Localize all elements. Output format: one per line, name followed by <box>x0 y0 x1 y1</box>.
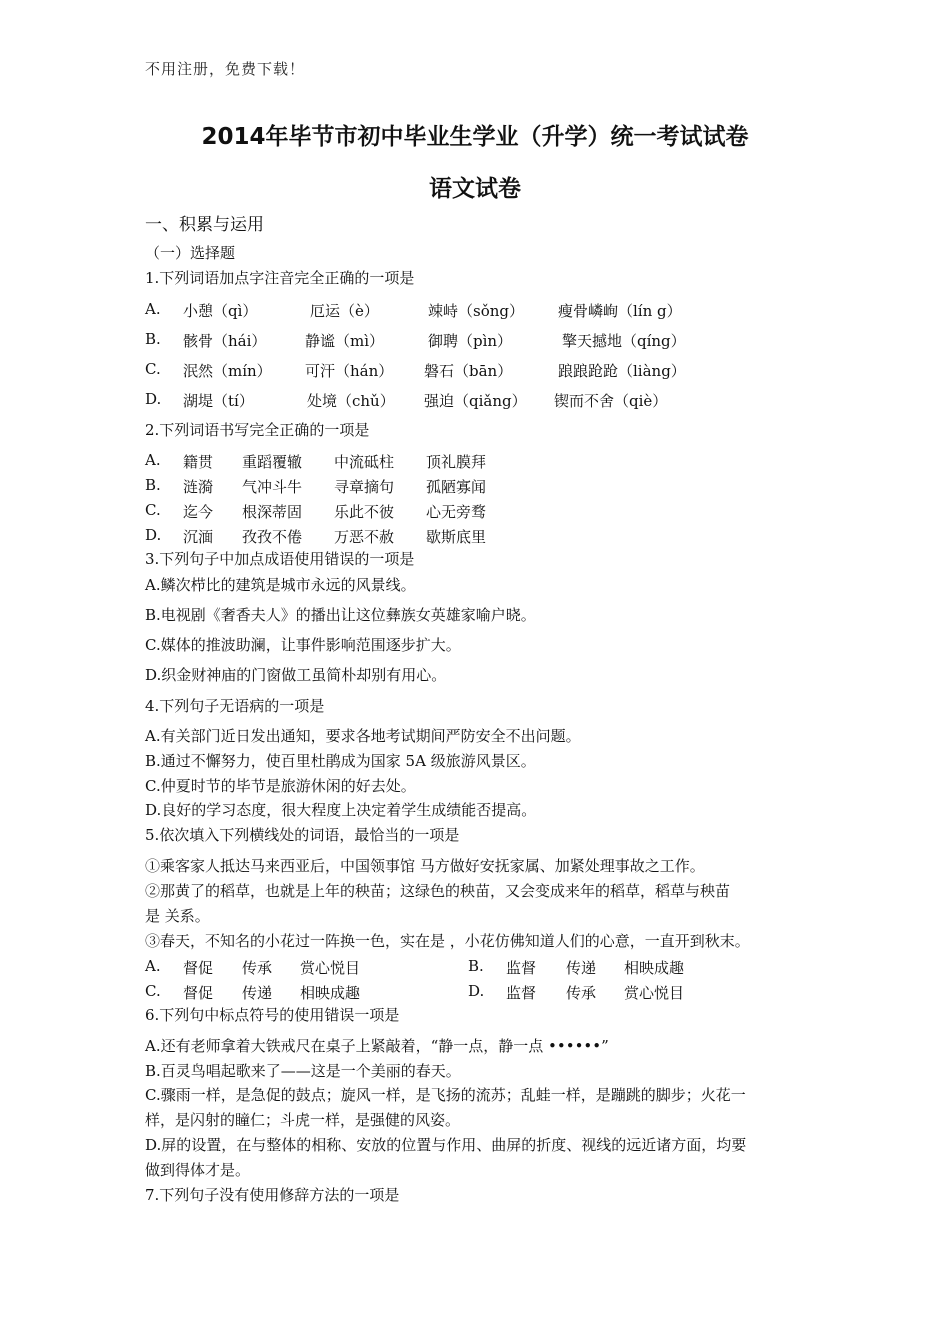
question-4-stem: 4.下列句子无语病的一项是 <box>145 697 325 715</box>
option-item: 乐此不彼 <box>334 503 395 521</box>
option-label: B. <box>145 330 161 348</box>
option-item: 督促 <box>183 984 214 1002</box>
option-label: D. <box>145 390 162 408</box>
option-item: 小憩（qì） <box>183 302 258 320</box>
section-heading: 一、积累与运用 <box>145 215 264 235</box>
option-item: 心无旁骛 <box>426 503 487 521</box>
option-label: A. <box>145 957 161 975</box>
option-item: 骸骨（hái） <box>183 332 267 350</box>
question-6-option: A.还有老师拿着大铁戒尺在桌子上紧敲着，“静一点，静一点 ••••••” <box>145 1037 609 1055</box>
question-5-sentence: 是 关系。 <box>145 907 210 925</box>
question-5-sentence: ②那黄了的稻草，也就是上年的秧苗；这绿色的秧苗，又会变成来年的稻草，稻草与秧苗 <box>145 882 731 900</box>
question-6-option-continued: 做到得体才是。 <box>145 1161 251 1179</box>
question-3-stem: 3.下列句子中加点成语使用错误的一项是 <box>145 550 415 568</box>
option-item: 中流砥柱 <box>334 453 395 471</box>
option-label: C. <box>145 982 161 1000</box>
option-item: 督促 <box>183 959 214 977</box>
question-4-option: D.良好的学习态度，很大程度上决定着学生成绩能否提高。 <box>145 801 537 819</box>
question-5-sentence: ③春天，不知名的小花过一阵换一色，实在是 ，小花仿佛知道人们的心意，一直开到秋末。 <box>145 932 750 950</box>
option-item: 沉湎 <box>183 528 214 546</box>
option-item: 泯然（mín） <box>183 362 272 380</box>
option-item: 气冲斗牛 <box>242 478 303 496</box>
option-label: D. <box>145 526 162 544</box>
option-item: 御聘（pìn） <box>428 332 513 350</box>
question-4-option: C.仲夏时节的毕节是旅游休闲的好去处。 <box>145 777 416 795</box>
exam-subtitle: 语文试卷 <box>429 176 521 202</box>
option-item: 处境（chǔ） <box>307 392 395 410</box>
option-label: C. <box>145 501 161 519</box>
question-3-option: B.电视剧《奢香夫人》的播出让这位彝族女英雄家喻户晓。 <box>145 606 536 624</box>
option-item: 相映成趣 <box>624 959 685 977</box>
option-item: 传承 <box>566 984 597 1002</box>
option-label: A. <box>145 300 161 318</box>
question-4-option: B.通过不懈努力，使百里杜鹃成为国家 5A 级旅游风景区。 <box>145 752 536 770</box>
option-item: 监督 <box>506 984 537 1002</box>
question-6-option-continued: 样，是闪射的瞳仁；斗虎一样，是强健的风姿。 <box>145 1111 461 1129</box>
option-item: 擎天撼地（qíng） <box>562 332 686 350</box>
option-item: 寻章摘句 <box>334 478 395 496</box>
option-item: 籍贯 <box>183 453 214 471</box>
option-item: 踉踉跄跄（liàng） <box>558 362 686 380</box>
question-3-option: A.鳞次栉比的建筑是城市永远的风景线。 <box>145 576 416 594</box>
option-item: 传承 <box>242 959 273 977</box>
question-6-option: C.骤雨一样，是急促的鼓点；旋风一样，是飞扬的流苏；乱蛙一样，是蹦跳的脚步；火花一 <box>145 1086 746 1104</box>
option-item: 孜孜不倦 <box>242 528 303 546</box>
option-item: 孤陋寡闻 <box>426 478 487 496</box>
option-label: B. <box>145 476 161 494</box>
option-item: 顶礼膜拜 <box>426 453 487 471</box>
option-item: 重蹈覆辙 <box>242 453 303 471</box>
option-item: 强迫（qiǎng） <box>424 392 527 410</box>
question-3-option: C.媒体的推波助澜，让事件影响范围逐步扩大。 <box>145 636 461 654</box>
option-item: 传递 <box>566 959 597 977</box>
question-3-option: D.织金财神庙的门窗做工虽简朴却别有用心。 <box>145 666 447 684</box>
option-item: 传递 <box>242 984 273 1002</box>
option-item: 迄今 <box>183 503 214 521</box>
question-5-stem: 5.依次填入下列横线处的词语，最恰当的一项是 <box>145 826 460 844</box>
question-6-option: B.百灵鸟唱起歌来了——这是一个美丽的春天。 <box>145 1062 461 1080</box>
subsection-heading: （一）选择题 <box>145 244 236 262</box>
option-item: 监督 <box>506 959 537 977</box>
option-item: 竦峙（sǒng） <box>428 302 524 320</box>
exam-title: 2014年毕节市初中毕业生学业（升学）统一考试试卷 <box>201 124 749 150</box>
option-item: 湖堤（tí） <box>183 392 254 410</box>
question-7-stem: 7.下列句子没有使用修辞方法的一项是 <box>145 1186 400 1204</box>
page-header: 不用注册，免费下载！ <box>145 60 306 78</box>
option-item: 涟漪 <box>183 478 214 496</box>
option-item: 磐石（bān） <box>424 362 513 380</box>
option-label: D. <box>468 982 485 1000</box>
option-item: 厄运（è） <box>310 302 379 320</box>
option-item: 万恶不赦 <box>334 528 395 546</box>
option-item: 相映成趣 <box>300 984 361 1002</box>
option-item: 赏心悦目 <box>300 959 361 977</box>
question-5-sentence: ①乘客家人抵达马来西亚后，中国领事馆 马方做好安抚家属、加紧处理事故之工作。 <box>145 857 705 875</box>
option-item: 瘦骨嶙峋（lín g） <box>558 302 682 320</box>
option-item: 根深蒂固 <box>242 503 303 521</box>
option-label: C. <box>145 360 161 378</box>
option-item: 锲而不舍（qiè） <box>554 392 668 410</box>
option-item: 静谧（mì） <box>305 332 385 350</box>
option-item: 歇斯底里 <box>426 528 487 546</box>
option-label: B. <box>468 957 484 975</box>
question-4-option: A.有关部门近日发出通知，要求各地考试期间严防安全不出问题。 <box>145 727 581 745</box>
question-2-stem: 2.下列词语书写完全正确的一项是 <box>145 421 370 439</box>
option-label: A. <box>145 451 161 469</box>
option-item: 赏心悦目 <box>624 984 685 1002</box>
question-1-stem: 1.下列词语加点字注音完全正确的一项是 <box>145 269 415 287</box>
question-6-stem: 6.下列句中标点符号的使用错误一项是 <box>145 1006 400 1024</box>
question-6-option: D.屏的设置，在与整体的相称、安放的位置与作用、曲屏的折度、视线的远近诸方面，均要 <box>145 1136 747 1154</box>
option-item: 可汗（hán） <box>305 362 394 380</box>
